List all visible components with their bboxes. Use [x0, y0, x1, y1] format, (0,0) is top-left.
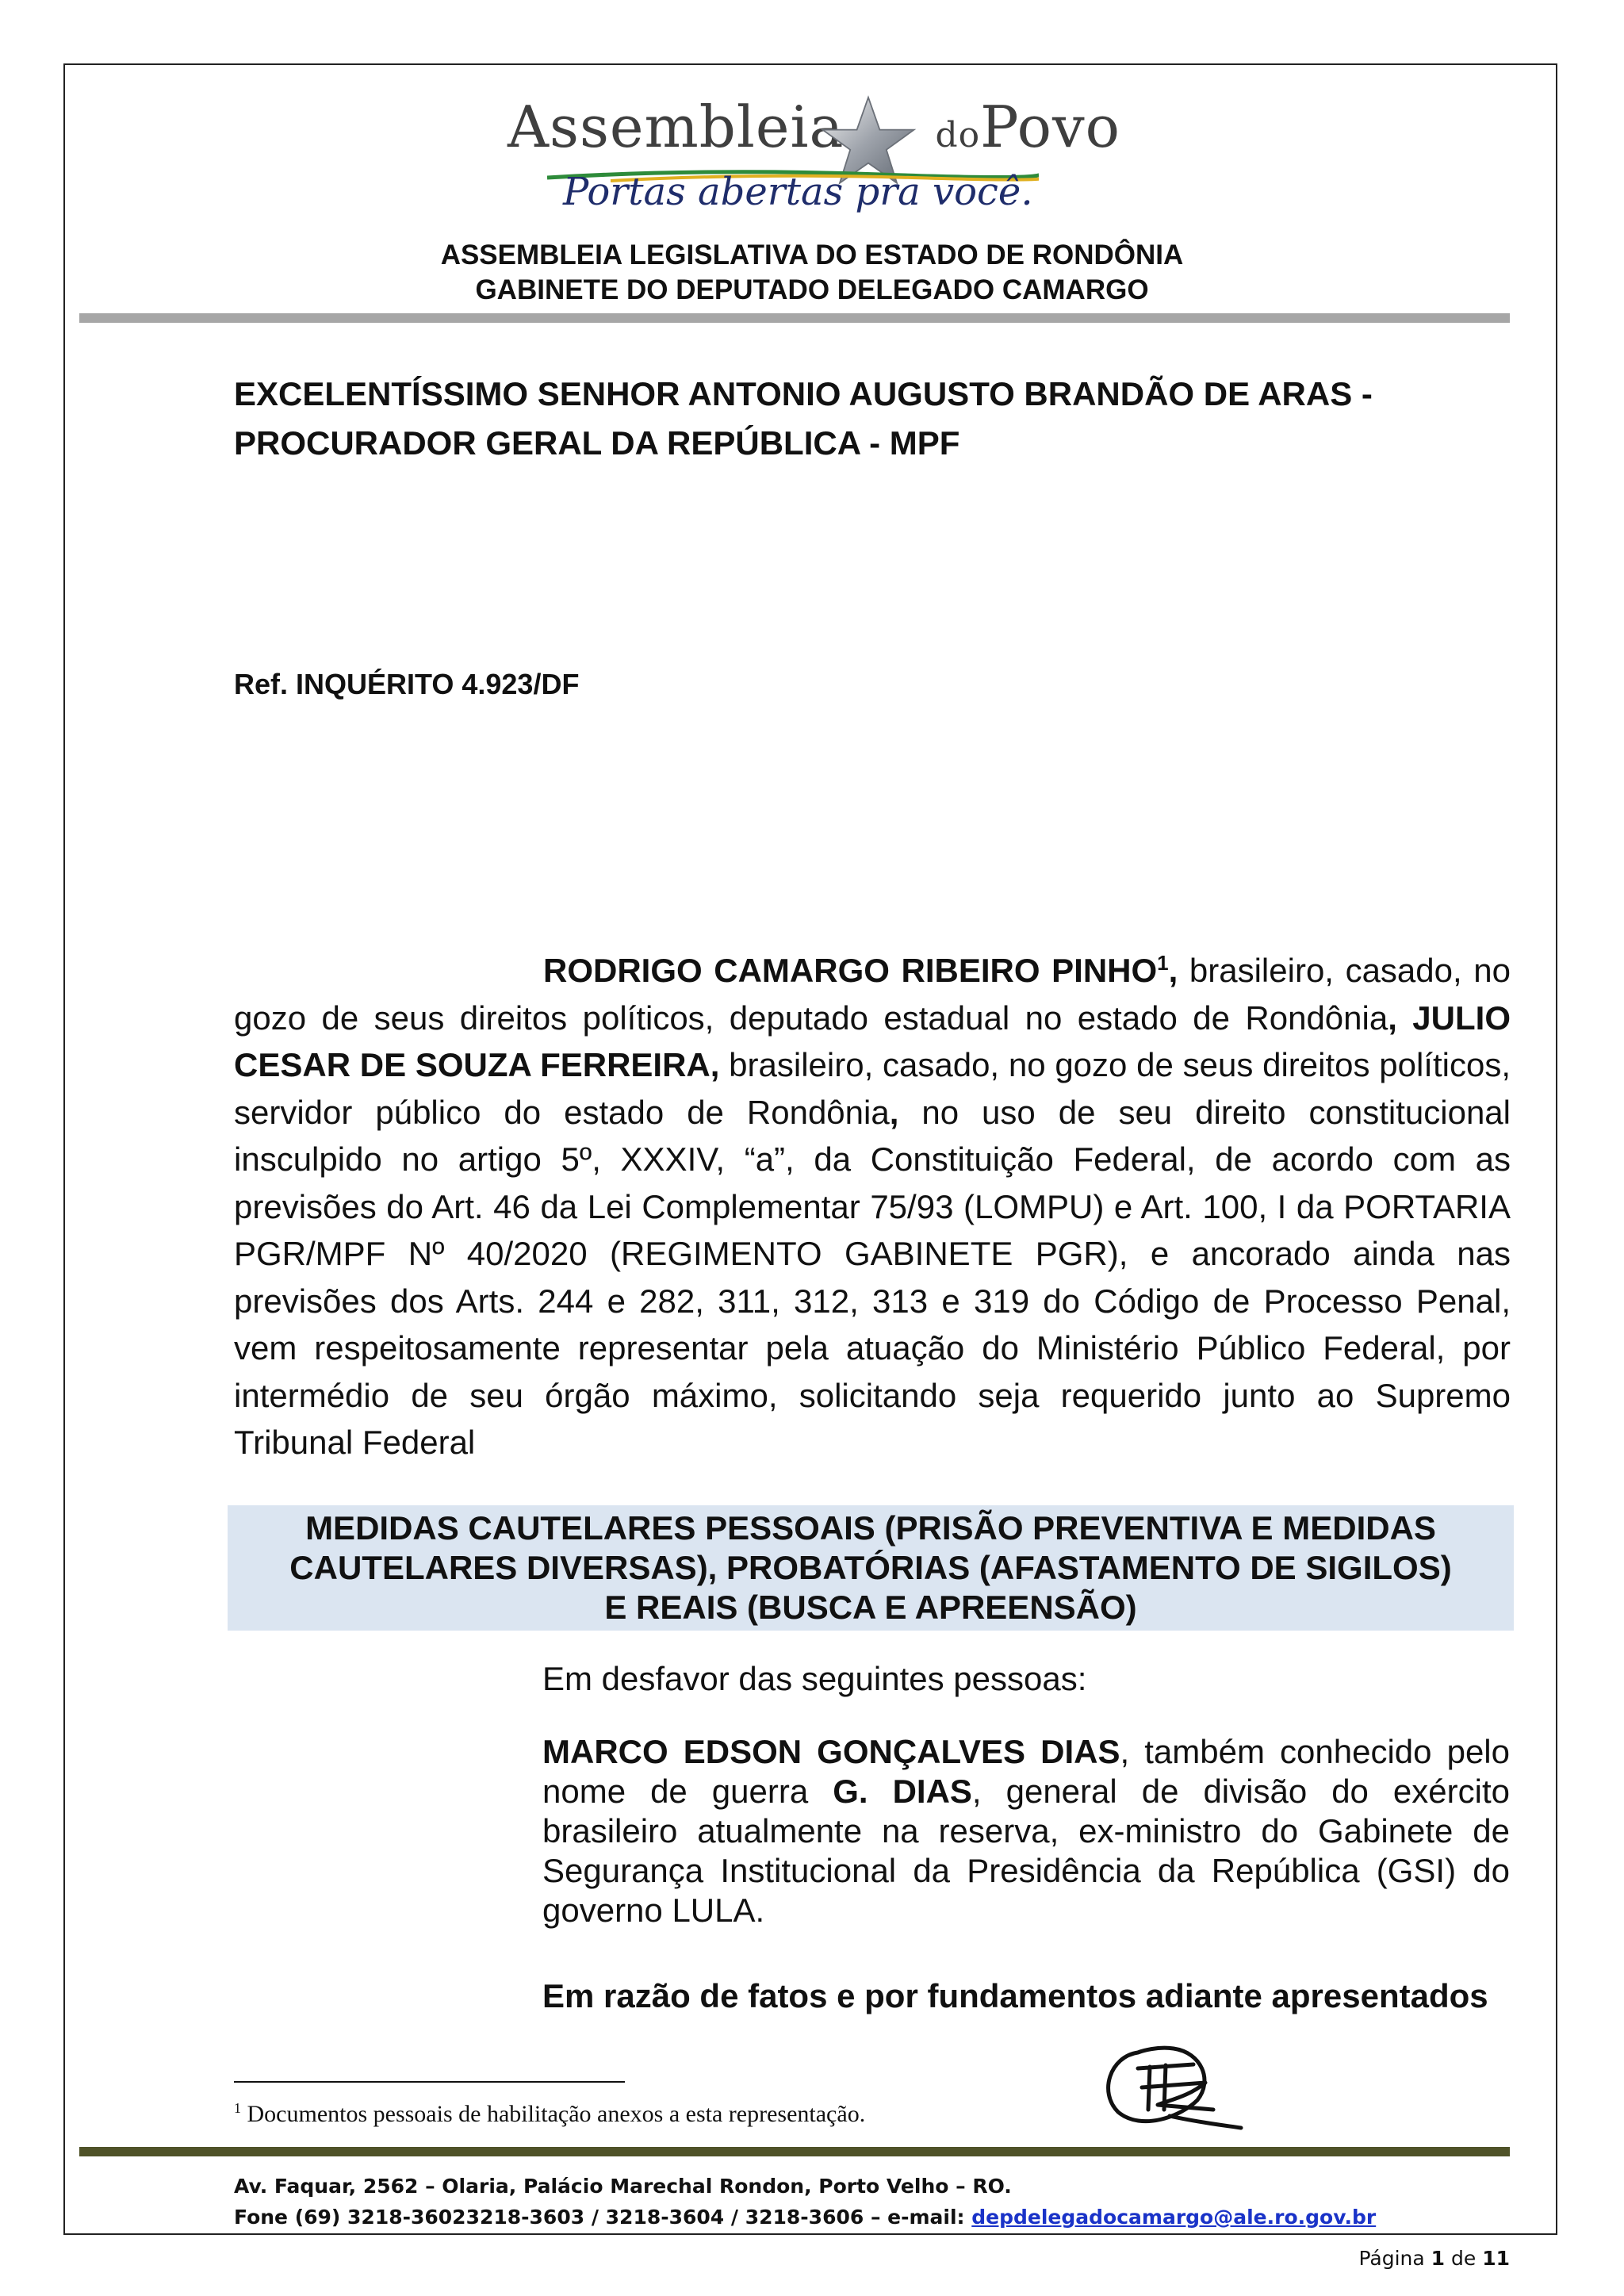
institution-name: ASSEMBLEIA LEGISLATIVA DO ESTADO DE RONDÔNIA — [440, 240, 1184, 270]
co-petitioner-name: , JULIO CESAR DE SOUZA FERREIRA, — [234, 999, 1511, 1083]
footnote: $^1$ Documentos pessoais de habilitação anexos a esta representação. — [234, 2100, 866, 2127]
page-number: Página 1 de 11 — [1358, 2247, 1510, 2270]
header-divider — [79, 313, 1510, 323]
measures-line-3: E REAIS (BUSCA E APREENSÃO) — [604, 1589, 1137, 1626]
against-intro: Em desfavor das seguintes pessoas: — [542, 1660, 1087, 1697]
footnote-rule — [234, 2081, 625, 2083]
requested-measures — [228, 1505, 1514, 1631]
defendant-nickname: G. DIAS — [833, 1773, 972, 1810]
reference: Ref. INQUÉRITO 4.923/DF — [234, 668, 580, 700]
logo-slogan: Portas abertas pra você. — [563, 170, 1033, 214]
assembleia-logo — [508, 94, 1121, 228]
addressee-line-2: PROCURADOR GERAL DA REPÚBLICA - MPF — [234, 424, 960, 462]
footer-contact: Fone (69) 3218-36023218-3603 / 3218-3604 / 3218-3606 – e-mail: depdelegadocamargo@ale.ro.gov.br — [234, 2206, 1377, 2229]
office-name: GABINETE DO DEPUTADO DELEGADO CAMARGO — [475, 274, 1149, 305]
measures-line-2: CAUTELARES DIVERSAS), PROBATÓRIAS (AFASTAMENTO DE SIGILOS) — [289, 1549, 1452, 1586]
defendant-name: MARCO EDSON GONÇALVES DIAS — [542, 1733, 1120, 1770]
footer-address: Av. Faquar, 2562 – Olaria, Palácio Marechal Rondon, Porto Velho – RO. — [234, 2175, 1012, 2198]
petition-paragraph: RODRIGO CAMARGO RIBEIRO PINHO$^1$, brasileiro, casado, no gozo de seus direitos políticos, deputado estadual no estado de Rondônia, JULIO CESAR DE SOUZA FERREIRA, brasileiro, casado, no gozo de seus direitos políticos, servidor público do estado de Rondônia, no uso de seu direito constitucional insculpido no artigo 5º, XXXIV, “a”, da Constituição Federal, de acordo com as previsões do Art. 46 da Lei Complementar 75/93 (LOMPU) e Art. 100, I da PORTARIA PGR/MPF Nº 40/2020 (REGIMENTO GABINETE PGR), e ancorado ainda nas previsões dos Arts. 244 e 282, 311, 312, 313 e 319 do Código de Processo Penal, vem respeitosamente representar pela atuação do Ministério Público Federal, por intermédio de seu órgão máximo, solicitando seja requerido junto ao Supremo Tribunal Federal — [234, 951, 1511, 1461]
addressee — [234, 370, 1511, 468]
signature — [1094, 2021, 1245, 2140]
email-link[interactable]: depdelegadocamargo@ale.ro.gov.br — [971, 2206, 1377, 2229]
petitioner-name: RODRIGO CAMARGO RIBEIRO PINHO — [543, 952, 1158, 989]
footer-divider — [79, 2147, 1510, 2156]
logo-title: Assembleia doPovo — [508, 94, 1121, 160]
defendant-paragraph: MARCO EDSON GONÇALVES DIAS, também conhecido pelo nome de guerra G. DIAS, general de divisão do exército brasileiro atualmente na reserva, ex-ministro do Gabinete de Segurança Institucional da Presidência da República (GSI) do governo LULA. — [542, 1733, 1510, 1929]
measures-line-1: MEDIDAS CAUTELARES PESSOAIS (PRISÃO PREVENTIVA E MEDIDAS — [305, 1509, 1436, 1547]
reason-statement: Em razão de fatos e por fundamentos adiante apresentados — [542, 1977, 1488, 2014]
footnote-ref: 1 — [1157, 951, 1169, 975]
addressee-line-1: EXCELENTÍSSIMO SENHOR ANTONIO AUGUSTO BRANDÃO DE ARAS - — [234, 375, 1373, 412]
